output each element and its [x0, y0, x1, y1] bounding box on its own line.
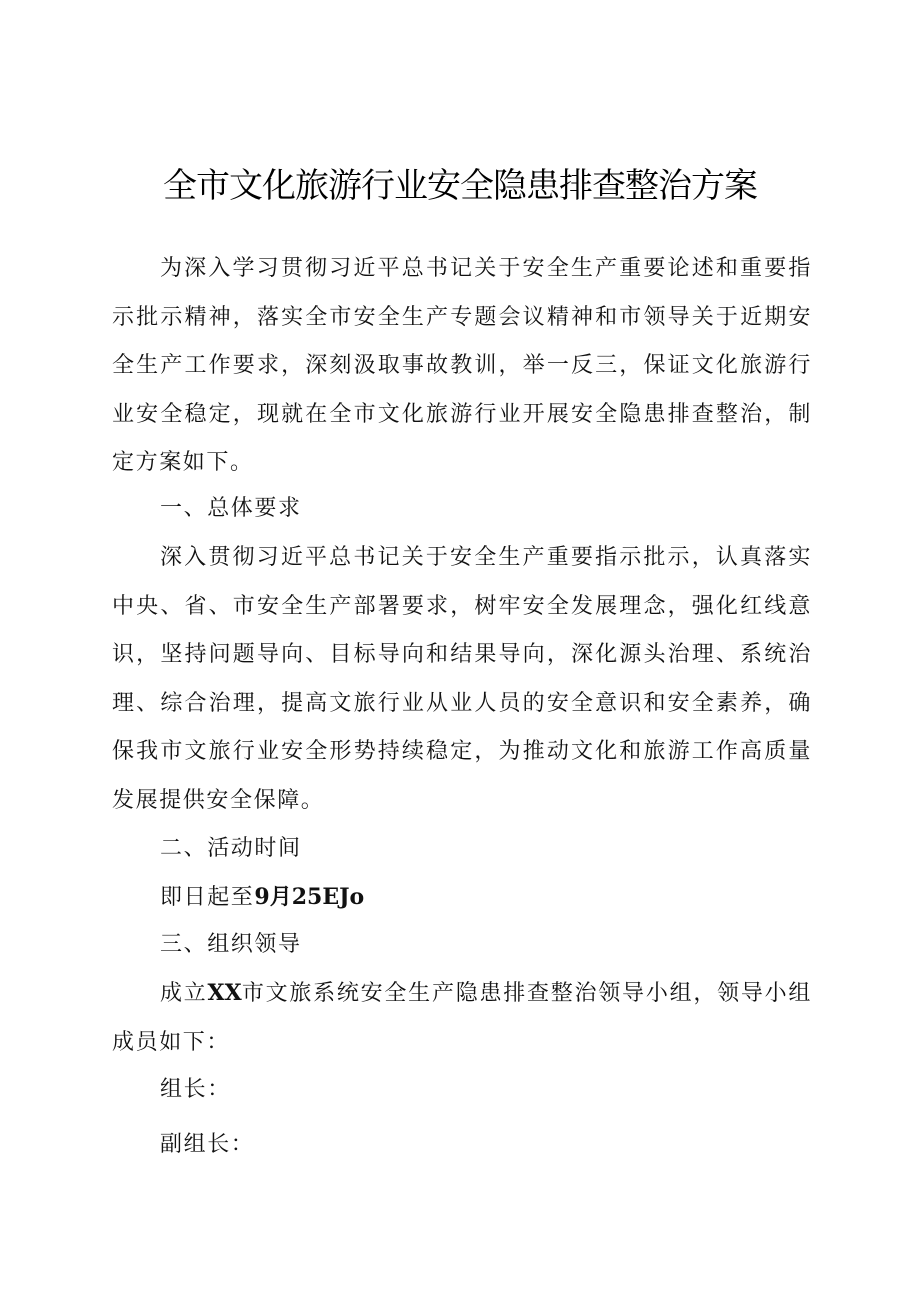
activity-time-date: 9月25EJo [254, 884, 365, 910]
organization-paragraph [112, 969, 812, 1067]
section-heading-organization: 三、组织领导 [160, 932, 302, 957]
leader-label: 组长： [160, 1077, 231, 1102]
activity-time-paragraph [160, 873, 364, 923]
activity-time-prefix: 即日起至 [160, 885, 255, 910]
intro-paragraph: 为深入学习贯彻习近平总书记关于安全生产重要论述和重要指示批示精神，落实全市安全生产专题会议精神和市领导关于近期安全生产工作要求，深刻汲取事故教训，举一反三，保证文化旅游行业安全稳定，现就在全市文化旅游行业开展安全隐患排查整治，制定方案如下。 [112, 256, 812, 475]
organization-rest: 市文旅系统安全生产隐患排查整治领导小组，领导小组成员如下： [112, 981, 812, 1055]
document-title: 全市文化旅游行业安全隐患排查整治方案 [163, 166, 757, 206]
organization-prefix: 成立 [160, 981, 208, 1006]
deputy-leader-label: 副组长： [160, 1132, 255, 1157]
section-heading-general-requirements: 一、总体要求 [160, 496, 302, 521]
section-heading-activity-time: 二、活动时间 [160, 836, 302, 861]
organization-city: XX [207, 980, 242, 1006]
general-requirements-paragraph: 深入贯彻习近平总书记关于安全生产重要指示批示，认真落实中央、省、市安全生产部署要求，树牢安全发展理念，强化红线意识，坚持问题导向、目标导向和结果导向，深化源头治理、系统治理、综合治理，提高文旅行业从业人员的安全意识和安全素养，确保我市文旅行业安全形势持续稳定，为推动文化和旅游工作高质量发展提供安全保障。 [112, 545, 812, 813]
